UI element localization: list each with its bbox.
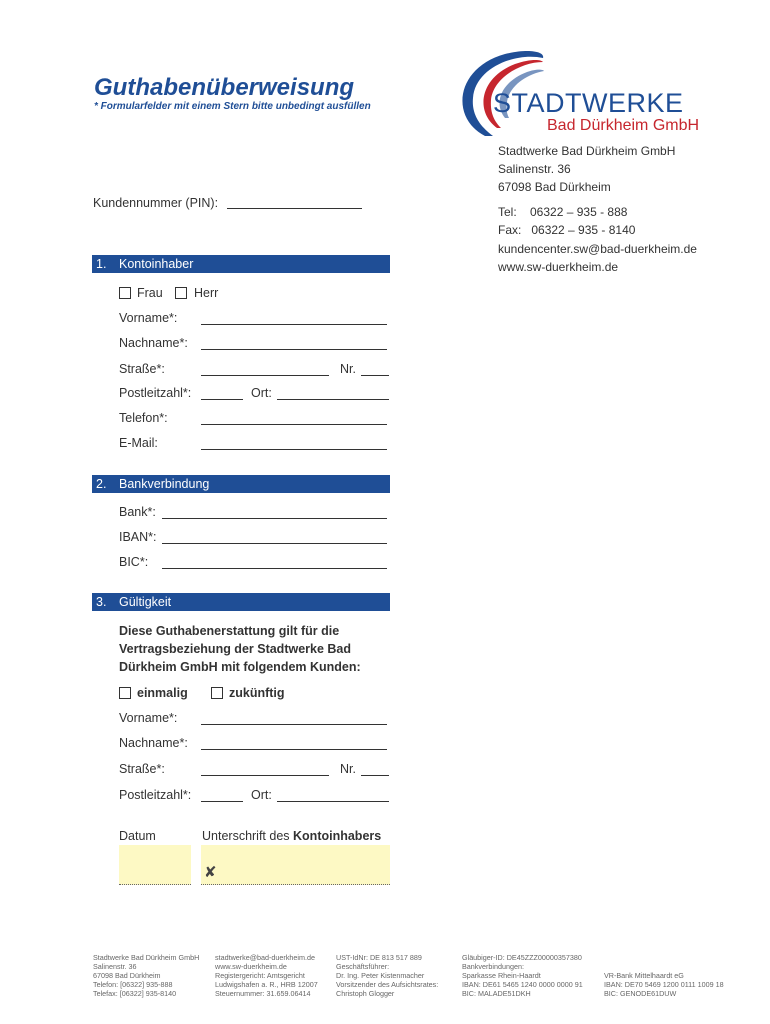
telefon-label: Telefon*: (119, 411, 168, 425)
nr-field[interactable] (361, 375, 389, 376)
kunde-nr-label: Nr. (340, 762, 356, 776)
einmalig-checkbox[interactable] (119, 686, 131, 704)
bic-field[interactable] (162, 568, 387, 569)
email-label: E-Mail: (119, 436, 158, 450)
company-email: kundencenter.sw@bad-duerkheim.de (498, 242, 697, 256)
pin-label: Kundennummer (PIN): (93, 196, 219, 210)
company-web: www.sw-duerkheim.de (498, 260, 619, 274)
footer-line: Geschäftsführer: (336, 962, 390, 971)
telefon-field[interactable] (201, 424, 387, 425)
logo-name: STADTWERKE (493, 88, 684, 118)
kunde-vorname-label: Vorname*: (119, 711, 178, 725)
strasse-field[interactable] (201, 375, 329, 376)
footer-line: Stadtwerke Bad Dürkheim GmbH (93, 953, 200, 962)
footer-line: Bankverbindungen: (462, 962, 524, 971)
nr-label: Nr. (340, 362, 356, 376)
company-tel: Tel: 06322 – 935 - 888 (498, 205, 628, 219)
datum-field[interactable] (119, 845, 191, 885)
footer-line: Registergericht: Amtsgericht (215, 971, 305, 980)
footer-line: BIC: GENODE61DUW (604, 989, 677, 998)
kunde-nachname-field[interactable] (201, 749, 387, 750)
footer-line: Christoph Glogger (336, 989, 395, 998)
footer-line: VR-Bank Mittelhaardt eG (604, 971, 684, 980)
footer-line: IBAN: DE61 5465 1240 0000 0000 91 (462, 980, 583, 989)
footer-line: Vorsitzender des Aufsichtsrates: (336, 980, 439, 989)
kunde-nr-field[interactable] (361, 775, 389, 776)
footer-line: Telefax: [06322] 935-8140 (93, 989, 177, 998)
footer-line: BIC: MALADE51DKH (462, 989, 531, 998)
footer-line: Steuernummer: 31.659.06414 (215, 989, 311, 998)
kunde-plz-label: Postleitzahl*: (119, 788, 192, 802)
unterschrift-label (202, 829, 381, 843)
datum-label: Datum (119, 829, 156, 843)
section-number: 2. (96, 477, 107, 491)
pin-field[interactable] (227, 208, 362, 209)
footer-line: 67098 Bad Dürkheim (93, 971, 161, 980)
bank-field[interactable] (162, 518, 387, 519)
company-street: Salinenstr. 36 (498, 162, 571, 176)
required-note: * Formularfelder mit einem Stern bitte unbedingt ausfüllen (94, 101, 371, 112)
company-fax: Fax: 06322 – 935 - 8140 (498, 223, 636, 237)
section-title: Kontoinhaber (119, 257, 194, 271)
section-number: 1. (96, 257, 107, 271)
kunde-strasse-label: Straße*: (119, 762, 165, 776)
kontoinhabers-text: Kontoinhabers (293, 829, 382, 843)
bank-label: Bank*: (119, 505, 156, 519)
checkbox-icon (175, 287, 187, 299)
vorname-field[interactable] (201, 324, 387, 325)
herr-label: Herr (194, 286, 219, 300)
nachname-field[interactable] (201, 349, 387, 350)
nachname-label: Nachname*: (119, 336, 188, 350)
ort-field[interactable] (277, 399, 389, 400)
plz-label: Postleitzahl*: (119, 386, 192, 400)
footer-col-company (93, 953, 213, 998)
iban-label: IBAN*: (119, 530, 157, 544)
section-number: 3. (96, 595, 107, 609)
stadtwerke-logo (445, 48, 735, 140)
footer-line: Ludwigshafen a. R., HRB 12007 (215, 980, 318, 989)
iban-field[interactable] (162, 543, 387, 544)
bic-label: BIC*: (119, 555, 149, 569)
einmalig-label: einmalig (137, 686, 188, 700)
company-city: 67098 Bad Dürkheim (498, 180, 611, 194)
zukuenftig-checkbox[interactable] (211, 686, 223, 704)
frau-checkbox[interactable] (119, 286, 131, 304)
kunde-ort-label: Ort: (251, 788, 272, 802)
unterschrift-text: Unterschrift des (202, 829, 290, 843)
gueltigkeit-text-line2: Vertragsbeziehung der Stadtwerke Bad (119, 642, 352, 656)
form-title: Guthabenüberweisung (94, 74, 355, 101)
section-gueltigkeit-header (92, 593, 390, 611)
footer-line: stadtwerke@bad-duerkheim.de (215, 953, 315, 962)
footer-line: Gläubiger-ID: DE45ZZZ00000357380 (462, 953, 582, 962)
company-name: Stadtwerke Bad Dürkheim GmbH (498, 144, 676, 158)
vorname-label: Vorname*: (119, 311, 178, 325)
frau-label: Frau (137, 286, 163, 300)
section-title: Bankverbindung (119, 477, 210, 491)
checkbox-icon (119, 687, 131, 699)
footer-line: Sparkasse Rhein-Haardt (462, 971, 541, 980)
footer-line: Salinenstr. 36 (93, 962, 137, 971)
footer-line: Telefon: [06322] 935-888 (93, 980, 173, 989)
kunde-vorname-field[interactable] (201, 724, 387, 725)
ort-label: Ort: (251, 386, 272, 400)
footer-line: IBAN: DE70 5469 1200 0111 1009 18 (604, 980, 724, 989)
section-kontoinhaber-header (92, 255, 390, 273)
zukuenftig-label: zukünftig (229, 686, 285, 700)
gueltigkeit-text-line1: Diese Guthabenerstattung gilt für die (119, 624, 340, 638)
footer-col-bank2 (604, 971, 754, 998)
email-field[interactable] (201, 449, 387, 450)
strasse-label: Straße*: (119, 362, 165, 376)
kunde-plz-field[interactable] (201, 801, 243, 802)
herr-checkbox[interactable] (175, 286, 187, 304)
gueltigkeit-text-line3: Dürkheim GmbH mit folgendem Kunden: (119, 660, 361, 674)
checkbox-icon (211, 687, 223, 699)
footer-col-contact (215, 953, 335, 998)
signature-field[interactable] (201, 845, 390, 885)
plz-field[interactable] (201, 399, 243, 400)
footer-line: UST-IdNr: DE 813 517 889 (336, 953, 422, 962)
footer-line: Dr. Ing. Peter Kistenmacher (336, 971, 425, 980)
footer-col-management (336, 953, 461, 998)
logo-subname: Bad Dürkheim GmbH (547, 117, 700, 134)
kunde-nachname-label: Nachname*: (119, 736, 188, 750)
footer-line: www.sw-duerkheim.de (215, 962, 287, 971)
checkbox-icon (119, 287, 131, 299)
section-bankverbindung-header (92, 475, 390, 493)
footer-col-bank1 (462, 953, 602, 998)
kunde-ort-field[interactable] (277, 801, 389, 802)
signature-mark-icon: ✘ (204, 864, 217, 881)
kunde-strasse-field[interactable] (201, 775, 329, 776)
section-title: Gültigkeit (119, 595, 172, 609)
